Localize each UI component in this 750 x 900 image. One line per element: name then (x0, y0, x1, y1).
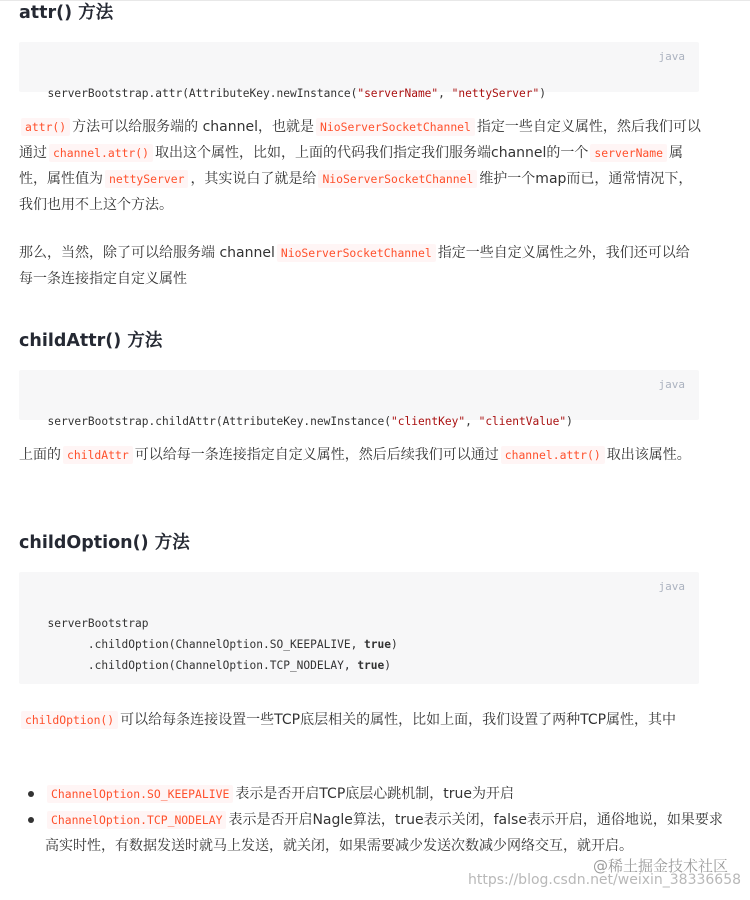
code-keyword: true (357, 659, 385, 672)
inline-code: attr() (21, 118, 70, 136)
paragraph-text: 属性，属性值为 (19, 145, 683, 187)
inline-code: ChannelOption.SO_KEEPALIVE (47, 785, 233, 803)
paragraph-text: ，其实说白了就是给 (190, 171, 317, 187)
paragraph-text: 取出这个属性，比如，上面的代码我们指定我们服务端channel的一个 (155, 145, 589, 161)
paragraph-text: 上面的 (19, 447, 61, 463)
code-lang-label[interactable]: java (658, 378, 685, 391)
inline-code: nettyServer (105, 170, 188, 188)
code-block-attr (19, 42, 699, 100)
paragraph-text: 方法可以给服务端的 channel，也就是 (72, 119, 315, 135)
code-lang-label[interactable]: java (658, 50, 685, 63)
code-string: "clientKey" (391, 415, 466, 428)
code-text: ) (566, 415, 573, 428)
code-string: "clientValue" (478, 415, 567, 428)
code-block-childoption (19, 572, 699, 684)
code-text: serverBootstrap.childAttr(AttributeKey.newInstance( (47, 415, 391, 428)
code-keyword: true (364, 638, 391, 651)
code-text: , (465, 415, 479, 428)
list-item-text: 表示是否开启Nagle算法，true表示关闭，false表示开启，通俗地说，如果要求高实时性，有数据发送时就马上发送，就关闭，如果需要减少发送次数减少网络交互，就开启。 (45, 812, 723, 854)
heading-childattr-method: childAttr() 方法 (19, 331, 163, 351)
watermark-brand: @稀土掘金技术社区 (592, 857, 728, 875)
code-lang-label[interactable]: java (658, 580, 685, 593)
code-string: "nettyServer" (451, 87, 540, 100)
paragraph-text: 指定一些自定义属性之外，我们还可以给每一条连接指定自定义属性 (19, 245, 690, 287)
paragraph-text: 指定一些自定义属性，然后我们可以通过 (19, 119, 701, 161)
watermark-url: https://blog.csdn.net/weixin_38336658 (468, 872, 742, 888)
inline-code: NioServerSocketChannel (316, 118, 475, 136)
tcp-options-list (19, 781, 725, 859)
code-string: "serverName" (357, 87, 439, 100)
paragraph-childoption-description (19, 707, 701, 733)
code-text: ) (384, 659, 392, 672)
inline-code: NioServerSocketChannel (277, 244, 436, 262)
code-line: .childOption(ChannelOption.TCP_NODELAY, (34, 659, 358, 672)
code-text: ) (539, 87, 546, 100)
list-item (45, 781, 725, 807)
code-line: serverBootstrap (47, 617, 149, 630)
heading-childoption-method: childOption() 方法 (19, 533, 190, 553)
paragraph-childattr-description (19, 442, 701, 468)
inline-code: channel.attr() (49, 144, 153, 162)
list-item (45, 807, 725, 859)
paragraph-text: 那么，当然，除了可以给服务端 channel (19, 245, 275, 261)
paragraph-text: 可以给每一条连接指定自定义属性，然后后续我们可以通过 (134, 447, 499, 463)
paragraph-attr-description (19, 114, 701, 218)
top-divider (0, 0, 750, 1)
inline-code: childAttr (63, 446, 133, 464)
paragraph-text: 可以给每条连接设置一些TCP底层相关的属性，比如上面，我们设置了两种TCP属性，其中 (120, 712, 677, 728)
paragraph-text: 维护一个map而已，通常情况下，我们也用不上这个方法。 (19, 171, 693, 213)
code-text: serverBootstrap.attr(AttributeKey.newInstance( (47, 87, 358, 100)
paragraph-text: 取出该属性。 (606, 447, 691, 463)
inline-code: ChannelOption.TCP_NODELAY (47, 811, 226, 829)
list-item-text: 表示是否开启TCP底层心跳机制，true为开启 (235, 786, 514, 802)
inline-code: NioServerSocketChannel (318, 170, 477, 188)
code-line: .childOption(ChannelOption.SO_KEEPALIVE, (34, 638, 365, 651)
code-text: , (438, 87, 452, 100)
inline-code: serverName (590, 144, 667, 162)
heading-attr-method: attr() 方法 (19, 3, 114, 23)
paragraph-attr-followup (19, 240, 701, 292)
inline-code: childOption() (21, 711, 118, 729)
inline-code: channel.attr() (501, 446, 605, 464)
code-text: ) (391, 638, 398, 651)
code-block-childattr (19, 370, 699, 428)
